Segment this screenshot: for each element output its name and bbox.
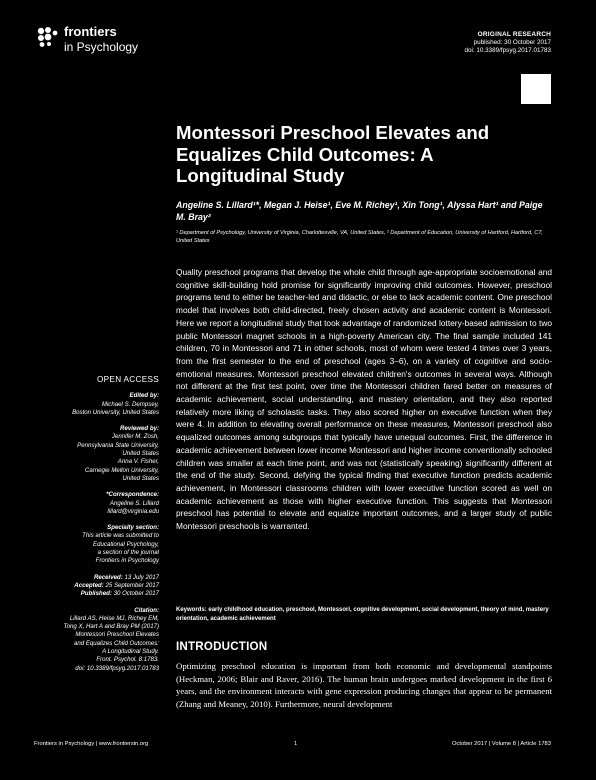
footer-volume: October 2017 | Volume 8 | Article 1783 [451,741,551,747]
sidebar-line: Lillard AS, Heise MJ, Richey EM, [69,614,159,622]
sidebar-heading: Edited by: [129,392,159,400]
sidebar-line: A Longitudinal Study. [102,648,159,656]
sidebar-block [34,491,159,516]
sidebar-line: Montessori Preschool Elevates [75,631,159,639]
journal-logo [36,24,176,60]
sidebar-heading: Specialty section: [107,524,159,532]
sidebar-block [34,607,159,673]
date-label: Accepted: [74,581,104,589]
keywords-list: early childhood education, preschool, Montessori, cognitive development, social development, theory of mind, mastery orientation, academic achievement [176,607,549,622]
sidebar-line: Michael S. Dempsey, [101,400,159,408]
keywords [176,606,552,623]
date-value: 30 October 2017 [113,590,159,598]
crossmark-badge[interactable] [521,74,551,104]
sidebar-line: United States [122,450,159,458]
sidebar-line: Jennifer M. Zosh, [111,433,159,441]
sidebar-line: doi: 10.3389/fpsyg.2017.01783 [75,664,159,672]
intro-paragraph: Optimizing preschool education is important from both economic and developmental standpoints (Heckman, 2006; Blair and Raver, 2016). The human brain undergoes marked development in the first 6 years, and the environment interacts with gene expression producing changes that appear to be permanent (Zhang and Meaney, 2010). Furthermore, neural development [176,661,552,709]
date-row [34,590,159,598]
author-list: Angeline S. Lillard¹*, Megan J. Heise¹, Eve M. Richey¹, Xin Tong¹, Alyssa Hart¹ and Paige M. Bray² [176,200,543,222]
date-value: 13 July 2017 [124,573,159,581]
sidebar-line: Pennsylvania State University, [77,441,159,449]
published-date: published: 30 October 2017 [473,39,551,47]
sidebar-line: a section of the journal [97,549,159,557]
sidebar-heading: Citation: [134,606,159,614]
section-heading: INTRODUCTION [176,640,268,653]
article-meta [465,31,551,56]
article-title: Montessori Preschool Elevates and Equalizes Child Outcomes: A Longitudinal Study [176,122,490,186]
abstract: Quality preschool programs that develop the whole child through age-appropriate socioemotional and cognitive skill-building hold promise for significantly improving child outcomes. However, preschool programs tend to either be teacher-led and didactic, or else to lack academic content. One preschool model that involves both child-directed, freely chosen activity and academic content is Montessori. Here we report a longitudinal study that took advantage of randomized lottery-based admission to two public Montessori magnet schools in a high-poverty American city. The final sample included 141 children, 70 in Montessori and 71 in other schools, most of whom were tested 4 times over 3 years, from the first semester to the end of preschool (ages 3–6), on a variety of cognitive and socio-emotional measures. Montessori preschool elevated children's outcomes in several ways. Although not different at the first test point, over time the Montessori children fared better on measures of academic achievement, social understanding, and mastery orientation, and they also reported relatively more liking of scholastic tasks. They also scored higher on executive function when they were 4. In addition to elevating overall performance on these measures, Montessori preschool also equalized outcomes among subgroups that typically have unequal outcomes. First, the difference in academic achievement between lower income Montessori and higher income conventionally schooled children was smaller at each time point, and was not (statistically speaking) significantly different at the end of the study. Second, defying the typical finding that executive function predicts academic achievement, in Montessori classrooms children with lower executive function scored as well on academic achievement as those with higher executive function. This suggests that Montessori preschool has potential to elevate and equalize important outcomes, and a larger study of public Montessori preschools is warranted. [176,267,552,532]
keywords-label: Keywords: [176,607,207,613]
sidebar-line: Front. Psychol. 8:1783. [96,656,159,664]
sidebar-line: Anna V. Fisher, [117,458,159,466]
journal-name: in Psychology [64,40,139,54]
doi[interactable]: doi: 10.3389/fpsyg.2017.01783 [464,47,551,55]
sidebar-block [34,524,159,565]
frontiers-logo-icon [36,26,60,48]
sidebar-block [34,574,159,599]
sidebar-heading: Reviewed by: [120,425,159,433]
sidebar-line: lillard@virginia.edu [107,507,159,515]
sidebar-line: United States [122,474,159,482]
sidebar [34,376,159,681]
sidebar-line: and Equalizes Child Outcomes: [73,639,159,647]
sidebar-line: This article was submitted to [82,532,159,540]
page-number: 1 [294,741,298,747]
sidebar-heading: *Correspondence: [106,491,159,499]
article-type: ORIGINAL RESEARCH [477,31,551,38]
date-label: Received: [93,573,123,581]
footer-journal[interactable]: Frontiers in Psychology | www.frontiersin.org [34,741,149,747]
date-value: 25 September 2017 [105,581,159,589]
open-access-label: OPEN ACCESS [97,375,159,384]
date-row [34,582,159,590]
brand-name: frontiers [64,24,117,39]
affiliations: ¹ Department of Psychology, University of Virginia, Charlottesville, VA, United States, ² Department of Education, University of Hartford, Hartford, CT, United States [176,230,543,244]
date-label: Published: [80,590,112,598]
sidebar-line: Educational Psychology, [93,540,159,548]
sidebar-line: Tong X, Hart A and Bray PM (2017) [63,623,159,631]
sidebar-block [34,425,159,483]
sidebar-line: Boston University, United States [72,408,159,416]
sidebar-line: Carnegie Mellon University, [84,466,159,474]
sidebar-line: Angeline S. Lillard [109,499,159,507]
sidebar-line: Frontiers in Psychology [95,557,159,565]
sidebar-block [34,392,159,417]
date-row [34,574,159,582]
